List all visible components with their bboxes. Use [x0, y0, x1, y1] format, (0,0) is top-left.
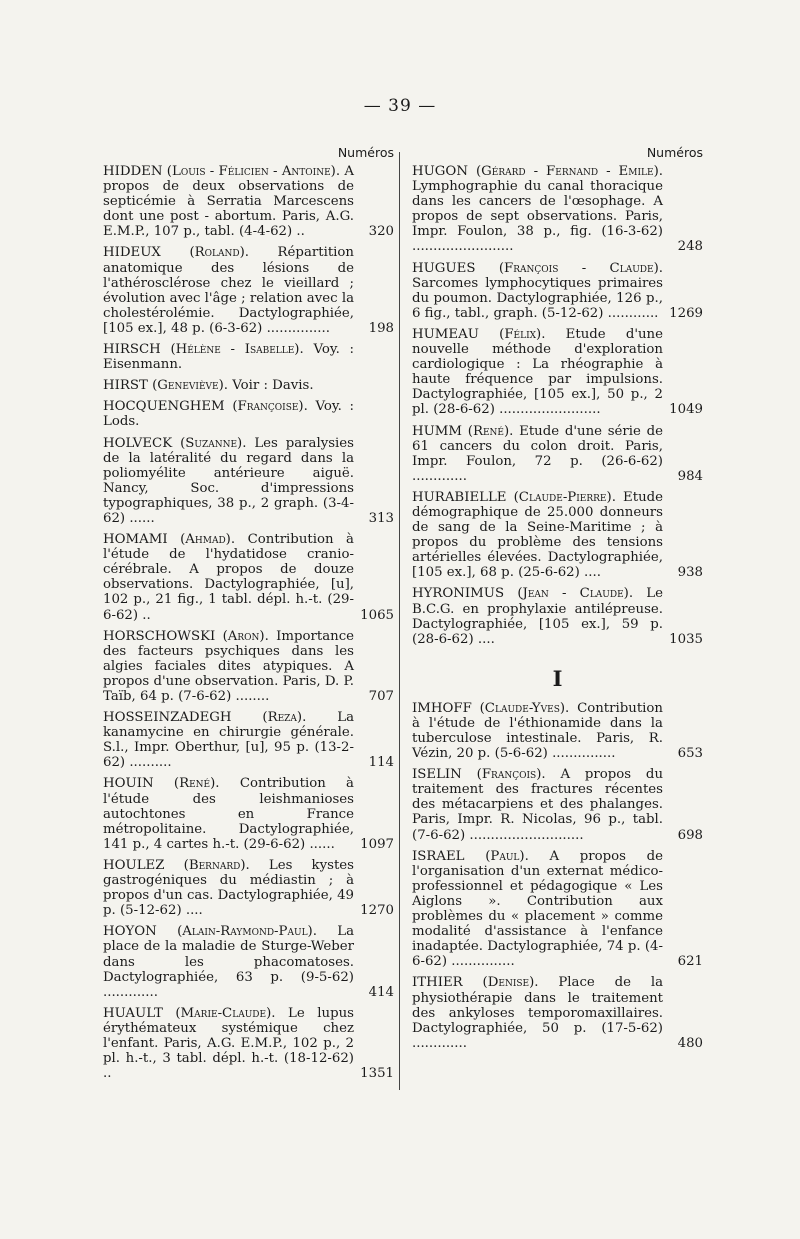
author-surname: HUMEAU — [412, 326, 479, 342]
thesis-number: 313 — [368, 510, 394, 526]
index-entry — [412, 586, 703, 646]
author-surname: HOCQUENGHEM — [103, 399, 225, 415]
index-entry — [103, 342, 394, 372]
thesis-description: Contribution à l'étude de l'hydatidose cranio-cérébrale. A propos de douze observations. Dactylographiée, [u], 102 p., 21 fig., 1 tabl. dépl. h.-t. (29-6-62) .. — [103, 532, 354, 623]
thesis-number: 621 — [677, 954, 703, 970]
author-given-names: (Bernard). — [183, 857, 250, 873]
author-given-names: (Alain-Raymond-Paul). — [177, 924, 317, 940]
column-divider — [399, 152, 400, 1090]
author-surname: IMHOFF — [412, 700, 472, 716]
section-letter-i: I — [552, 665, 563, 691]
index-entry — [103, 436, 394, 527]
thesis-number: 1035 — [669, 631, 703, 647]
left-column — [103, 142, 394, 1087]
thesis-description: Etude d'une série de 61 cancers du colon droit. Paris, Impr. Foulon, 72 p. (26-6-62) ............. — [412, 423, 663, 484]
author-given-names: (François). — [476, 767, 546, 783]
author-given-names: (Claude-Yves). — [479, 700, 570, 716]
thesis-number: 1269 — [669, 305, 703, 321]
thesis-description: A propos du traitement des fractures récentes des métacarpiens et des phalanges. Paris, Impr. R. Nicolas, 96 p., tabl. (7-6-62) ........................... — [412, 767, 664, 843]
author-surname: ISRAEL — [412, 848, 465, 864]
author-given-names: (Félix). — [499, 326, 546, 342]
thesis-description: Importance des facteurs psychiques dans les algies faciales dites atypiques. A propos d'une observation. Paris, D. P. Taïb, 64 p. (7-6-62) ........ — [103, 628, 355, 704]
index-entry — [103, 399, 394, 429]
author-given-names: (Jean - Claude). — [517, 586, 634, 602]
page-number: — 39 — — [363, 96, 437, 116]
author-surname: HUGUES — [412, 260, 476, 276]
author-given-names: (Hélène - Isabelle). — [170, 342, 304, 358]
index-entry — [103, 776, 394, 851]
index-entry — [103, 629, 394, 704]
thesis-number: 1270 — [360, 903, 394, 919]
thesis-number: 698 — [677, 827, 703, 843]
author-given-names: (Françoise). — [232, 399, 308, 415]
thesis-description: Place de la physiothérapie dans le traitement des ankyloses temporomaxillaires. Dactylographiée, 50 p. (17-5-62) ............. — [412, 975, 663, 1051]
author-given-names: (Geneviève). — [152, 378, 229, 394]
thesis-description: La place de la maladie de Sturge-Weber dans les phacomatoses. Dactylographiée, 63 p. (9-5-62) ............. — [103, 924, 354, 1000]
author-given-names: (Suzanne). — [180, 435, 247, 451]
author-surname: HIDDEN — [103, 164, 163, 179]
index-entry — [103, 710, 394, 770]
index-entry — [412, 164, 703, 255]
thesis-number: 1049 — [669, 402, 703, 418]
thesis-description: A propos de deux observations de septicémie à Serratia Marcescens dont une post - abortum. Paris, A.G. E.M.P., 107 p., tabl. (4-4-62) .. — [103, 164, 354, 240]
thesis-description: Voy. : Eisenmann. — [103, 342, 354, 373]
thesis-number: 114 — [368, 755, 394, 771]
thesis-description: Répartition anatomique des lésions de l'athérosclérose chez le vieillard ; évolution avec l'âge ; relation avec la cholestérolémie. Dactylographiée, [105 ex.], 48 p. (6-3-62) ............... — [103, 245, 354, 336]
author-surname: HIRSCH — [103, 342, 161, 358]
thesis-description: Le B.C.G. en prophylaxie antilépreuse. Dactylographiée, [105 ex.], 59 p. (28-6-62) .... — [412, 586, 663, 647]
thesis-number: 1351 — [360, 1066, 394, 1082]
index-entry — [412, 424, 703, 484]
index-entry — [412, 975, 703, 1050]
author-given-names: (Claude-Pierre). — [513, 489, 616, 505]
author-surname: HIRST — [103, 378, 148, 394]
author-surname: HIDEUX — [103, 245, 161, 261]
author-surname: HUAULT — [103, 1005, 163, 1021]
column-header-numeros: Numéros — [646, 145, 703, 160]
author-surname: HUMM — [412, 423, 463, 439]
thesis-description: A propos de l'organisation d'un externat médico-professionnel et pédagogique « Les Aiglons ». Contribution aux problèmes du « placement » comme modalité d'assistance à l'enfance inadaptée. Dactylographiée, 74 p. (4-6-62) ............... — [412, 848, 664, 970]
thesis-description: Etude démographique de 25.000 donneurs de sang de la Seine-Maritime ; à propos du problème des tensions artérielles élevées. Dactylographiée, [105 ex.], 68 p. (25-6-62) .... — [412, 489, 664, 581]
thesis-number: 198 — [368, 320, 394, 336]
author-surname: HOYON — [103, 924, 157, 940]
thesis-number: 1097 — [360, 836, 394, 852]
index-entry — [103, 245, 394, 336]
thesis-description: La kanamycine en chirurgie générale. S.l., Impr. Oberthur, [u], 95 p. (13-2-62) .......... — [103, 710, 354, 771]
thesis-description: Le lupus érythémateux systémique chez l'enfant. Paris, A.G. E.M.P., 102 p., 2 pl. h.-t., 3 tabl. dépl. h.-t. (18-12-62) .. — [103, 1005, 354, 1082]
author-surname: HOMAMI — [103, 532, 168, 548]
author-surname: HOLVECK — [103, 435, 173, 451]
index-entry — [103, 164, 394, 239]
thesis-description: Voy. : Lods. — [103, 399, 354, 430]
author-surname: HUGON — [412, 164, 468, 179]
author-given-names: (René). — [467, 423, 514, 439]
index-entry — [103, 378, 394, 393]
thesis-number: 653 — [677, 746, 703, 762]
author-given-names: (Aron). — [222, 628, 269, 644]
thesis-number: 707 — [368, 689, 394, 704]
index-entry — [103, 858, 394, 918]
thesis-number: 414 — [368, 984, 394, 1000]
thesis-number: 984 — [677, 468, 703, 484]
index-entry — [412, 490, 703, 581]
author-surname: HOSSEINZADEGH — [103, 710, 232, 726]
thesis-description: Les paralysies de la latéralité du regard dans la poliomyélite antérieure aiguë. Nancy, Soc. d'impressions typographiques, 38 p., 2 graph. (3-4-62) ...... — [103, 435, 354, 526]
author-given-names: (René). — [173, 776, 220, 792]
thesis-number: 938 — [677, 565, 703, 581]
index-entry — [103, 532, 394, 623]
index-entry — [103, 924, 394, 999]
author-surname: HOUIN — [103, 776, 154, 792]
index-entry — [412, 767, 703, 842]
author-given-names: (Marie-Claude). — [175, 1005, 276, 1021]
author-given-names: (Reza). — [262, 710, 307, 726]
author-given-names: (Paul). — [485, 848, 529, 864]
index-entry — [412, 701, 703, 761]
index-entry — [412, 327, 703, 418]
author-given-names: (Roland). — [189, 245, 249, 261]
right-entries — [412, 164, 703, 647]
index-entry — [412, 261, 703, 321]
thesis-description: Etude d'une nouvelle méthode d'exploration cardiologique : La rhéographie à haute fréquence par impulsions. Dactylographiée, [105 ex.], 50 p., 2 pl. (28-6-62) ........................ — [412, 326, 663, 418]
right-column — [412, 142, 703, 1057]
thesis-description: Lymphographie du canal thoracique dans les cancers de l'œsophage. A propos de sept observations. Paris, Impr. Foulon, 38 p., fig. (16-3-62) ........................ — [412, 179, 663, 255]
author-given-names: (Gérard - Fernand - Emile). — [475, 164, 663, 179]
thesis-description: Sarcomes lymphocytiques primaires du poumon. Dactylographiée, 126 p., 6 fig., tabl., graph. (5-12-62) ............ — [412, 275, 663, 321]
right-i-entries — [412, 701, 703, 1051]
thesis-number: 248 — [677, 239, 703, 255]
author-given-names: (Louis - Félicien - Antoine). — [166, 164, 341, 179]
author-surname: HURABIELLE — [412, 489, 507, 505]
left-entries — [103, 164, 394, 1081]
author-given-names: (Ahmad). — [180, 532, 236, 548]
thesis-description: Contribution à l'étude de l'éthionamide dans la tuberculose intestinale. Paris, R. Vézin, 20 p. (5-6-62) ............... — [412, 700, 663, 762]
author-given-names: (Denise). — [482, 975, 539, 991]
thesis-description: Les kystes gastrogéniques du médiastin ; à propos d'un cas. Dactylographiée, 49 p. (5-12-62) .... — [103, 857, 354, 919]
author-surname: HOULEZ — [103, 857, 165, 873]
thesis-description: Voir : Davis. — [232, 378, 314, 394]
author-surname: ISELIN — [412, 767, 462, 783]
column-header-numeros: Numéros — [337, 145, 394, 160]
author-given-names: (François - Claude). — [498, 260, 663, 276]
thesis-number: 320 — [368, 224, 394, 240]
thesis-number: 480 — [677, 1035, 703, 1051]
index-entry — [103, 1006, 394, 1081]
thesis-description: Contribution à l'étude des leishmanioses autochtones en France métropolitaine. Dactylographiée, 141 p., 4 cartes h.-t. (29-6-62) ...... — [103, 776, 354, 852]
index-entry — [412, 849, 703, 970]
author-surname: HORSCHOWSKI — [103, 628, 216, 644]
author-surname: ITHIER — [412, 975, 463, 991]
author-surname: HYRONIMUS — [412, 586, 505, 602]
thesis-number: 1065 — [360, 607, 394, 623]
